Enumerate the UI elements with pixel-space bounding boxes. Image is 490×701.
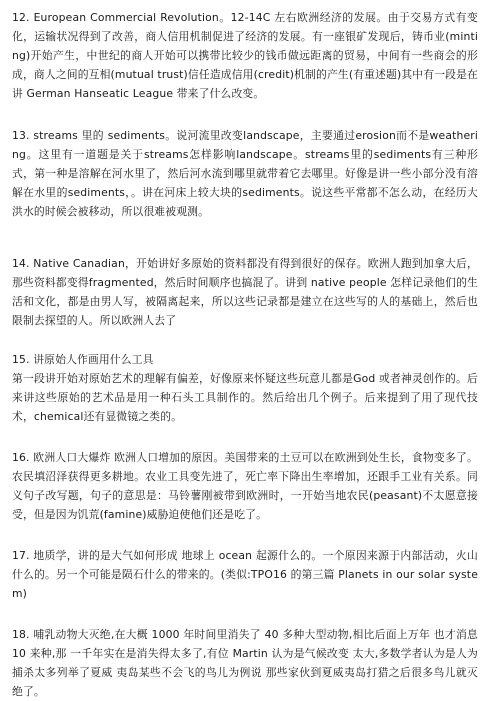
entry-13 bbox=[12, 126, 478, 221]
entry-16-text: 16. 欧洲人口大爆炸 欧洲人口增加的原因。美国带来的土豆可以在欧洲到处生长，食物变多了。农民填沼泽获得更多耕地。农业工具变先进了，死亡率下降出生率增加，还跟手工业有关系。同义句子改写题，句子的意思是：马铃薯刚被带到欧洲时，一开始当地农民(peasant)不太愿意接受，但是因为饥荒(famine)威胁迫使他们还是吃了。 bbox=[12, 451, 478, 521]
entry-15-heading: 15. 讲原始人作画用什么工具 bbox=[12, 353, 154, 366]
entry-14-text: 14. Native Canadian，开始讲好多原始的资料都没有得到很好的保存。欧洲人跑到加拿大后，那些资料都变得fragmented，然后时间顺序也搞混了。讲到 native people 怎样记录他们的生活和文化，都是由男人写，被隔离起来，所以这些记录都是建立在这些写的人的基础上，然后也限制去探望的人。所以欧洲人去了 bbox=[12, 257, 478, 327]
entry-14 bbox=[12, 254, 478, 330]
entry-15 bbox=[12, 350, 478, 426]
entry-16 bbox=[12, 448, 478, 524]
entry-12-text: 12. European Commercial Revolution。12-14C 左右欧洲经济的发展。由于交易方式有变化，运输状况得到了改善，商人信用机制促进了经济的发展。有一座银矿发现后，铸币业(minting)开始产生，中世纪的商人开始可以携带比较少的钱币做远距离的贸易，中间有一些商会的形成，商人之间的互相(mutual trust)信任造成信用(credit)机制的产生(有重述题)其中有一段是在讲 German Hanseatic League 带来了什么改变。 bbox=[12, 11, 478, 100]
entry-15-text: 第一段讲开始对原始艺术的理解有偏差，好像原来怀疑这些玩意儿都是God 或者神灵创作的。后来讲这些原始的艺术品是用一种石头工具制作的。然后给出几个例子。后来提到了用了现代技术，chemical还有显微镜之类的。 bbox=[12, 372, 478, 423]
entry-12 bbox=[12, 8, 478, 103]
entry-17-text: 17. 地质学，讲的是大气如何形成 地球上 ocean 起源什么的。一个原因来源于内部活动，火山什么的。另一个可能是陨石什么的带来的。(类似:TPO16 的第三篇 Planets in our solar system) bbox=[12, 549, 478, 600]
entry-18-text: 18. 哺乳动物大灭绝,在大概 1000 年时间里消失了 40 多种大型动物,相比后面上万年 也才消息 10 来种,那 一千年实在是消失得太多了,有位 Martin 认为是气候改变 太大,多数学者认为是人为捕杀太多列举了夏威 夷岛某些不会飞的鸟儿为例说 那些家伙到夏威夷岛打猎之后很多鸟儿就灭绝了。 bbox=[12, 628, 478, 698]
entry-13-text: 13. streams 里的 sediments。说河流里改变landscape，主要通过erosion而不是weathering。这里有一道题是关于streams怎样影响landscape。streams里的sediments有三种形式，第一种是溶解在河水里了，然后河水流到哪里就带着它去哪里。好像是讲一些小部分没有溶解在水里的sediments，。讲在河床上较大块的sediments。说这些平常都不怎么动，在经历大洪水的时候会被移动，所以很难被观测。 bbox=[12, 129, 478, 218]
entry-18 bbox=[12, 625, 478, 701]
entry-17 bbox=[12, 546, 478, 603]
